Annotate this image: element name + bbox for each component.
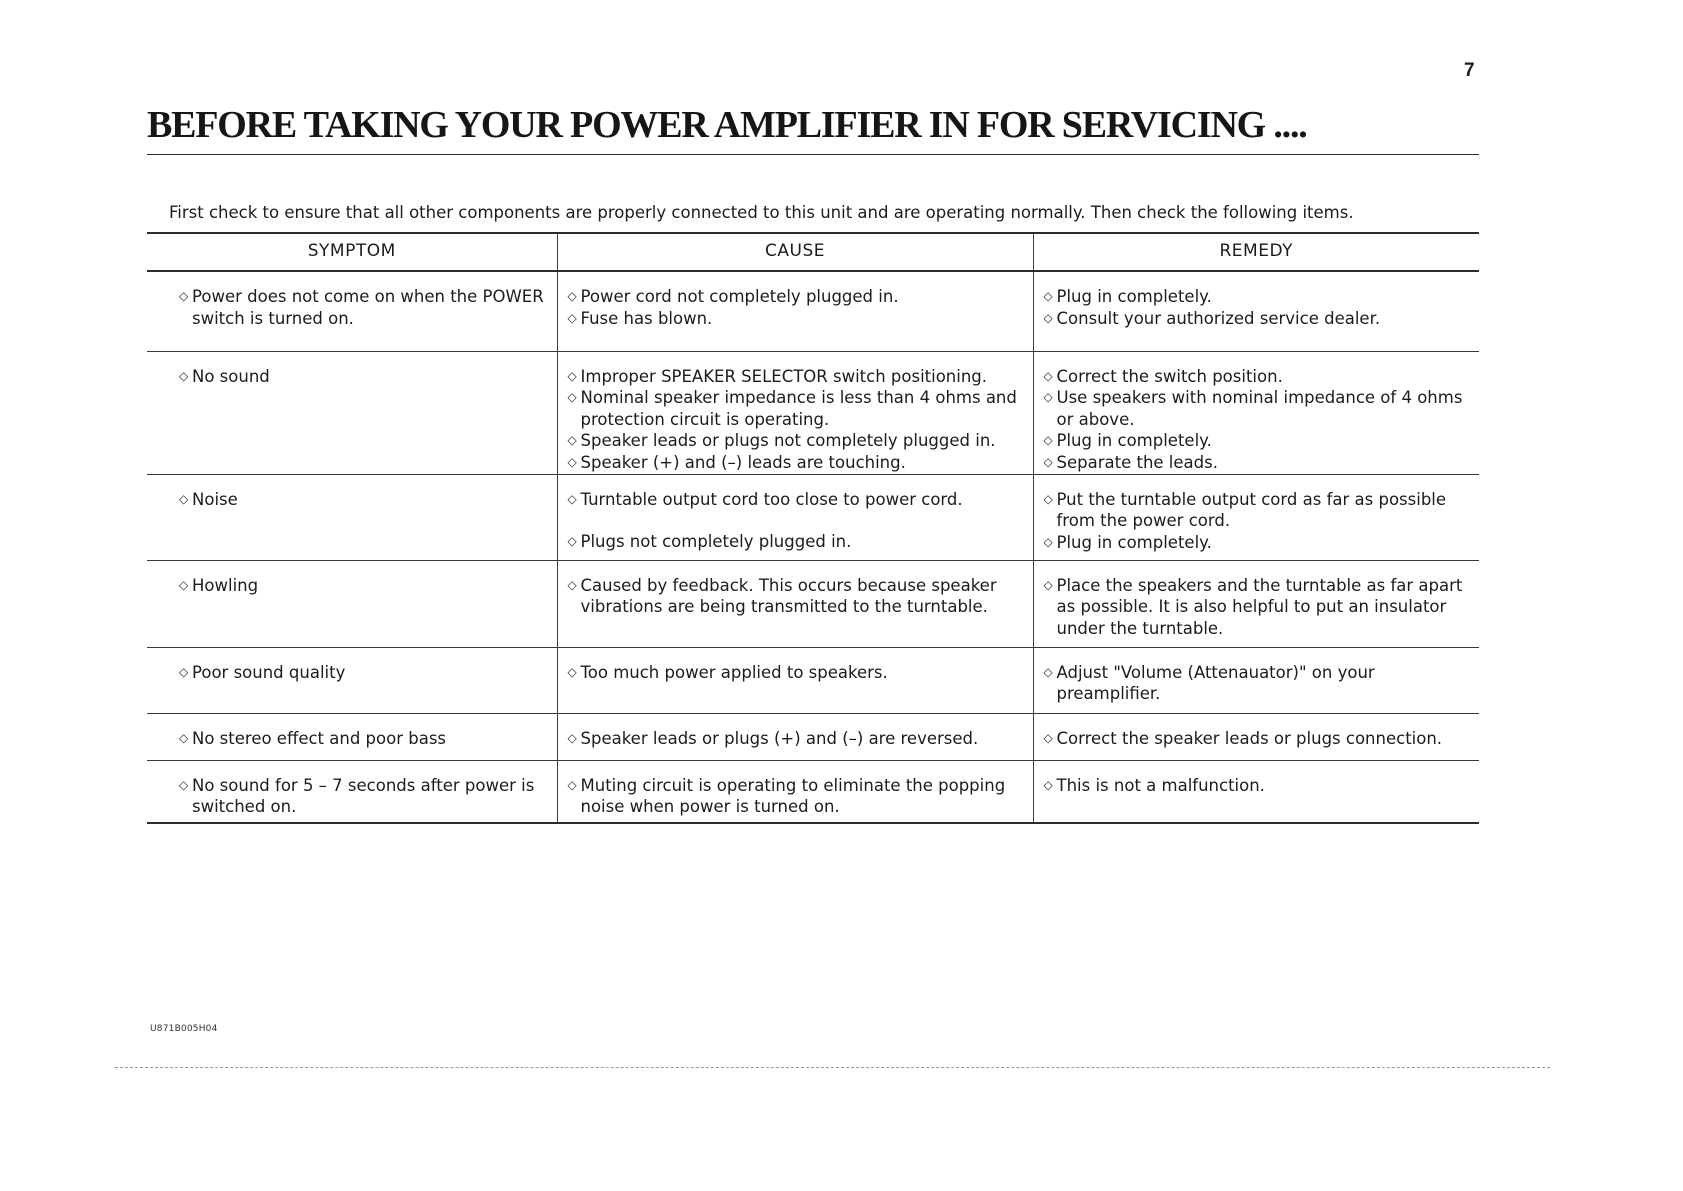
bottom-dashed-rule [115, 1067, 1550, 1068]
cause-item: ◇ Speaker leads or plugs not completely plugged in. [568, 430, 1027, 452]
remedy-header: REMEDY [1033, 233, 1479, 271]
table-row [147, 351, 1479, 474]
title-underline [147, 154, 1479, 155]
document-code: U871B005H04 [150, 1024, 218, 1034]
remedy-cell [1033, 647, 1479, 713]
page-title: BEFORE TAKING YOUR POWER AMPLIFIER IN FOR SERVICING .... [147, 104, 1307, 146]
cause-item: ◇ Turntable output cord too close to power cord. [568, 489, 1027, 511]
cause-item: ◇ Speaker (+) and (–) leads are touching. [568, 452, 1027, 474]
symptom-cell [147, 760, 557, 823]
remedy-item: ◇ Plug in completely. [1044, 430, 1474, 452]
symptom-cell [147, 351, 557, 474]
remedy-item: ◇ Use speakers with nominal impedance of 4 ohms or above. [1044, 387, 1474, 430]
cause-item: ◇ Muting circuit is operating to eliminate the popping noise when power is turned on. [568, 775, 1027, 818]
symptom-header: SYMPTOM [147, 233, 557, 271]
symptom-item: ◇ Noise [179, 489, 551, 511]
remedy-cell [1033, 474, 1479, 560]
remedy-cell [1033, 713, 1479, 760]
table-row [147, 560, 1479, 647]
remedy-item: ◇ Plug in completely. [1044, 286, 1474, 308]
cause-cell [557, 271, 1033, 351]
symptom-cell [147, 271, 557, 351]
cause-item: ◇ Plugs not completely plugged in. [568, 531, 1027, 553]
table-row [147, 271, 1479, 351]
symptom-cell [147, 713, 557, 760]
remedy-item: ◇ Correct the switch position. [1044, 366, 1474, 388]
cause-item: ◇ Fuse has blown. [568, 308, 1027, 330]
troubleshooting-table [147, 232, 1479, 824]
cause-item: ◇ Speaker leads or plugs (+) and (–) are reversed. [568, 728, 1027, 750]
spacer [568, 510, 1027, 531]
symptom-item: ◇ No sound [179, 366, 551, 388]
table-row [147, 760, 1479, 823]
symptom-cell [147, 647, 557, 713]
cause-cell [557, 713, 1033, 760]
remedy-cell [1033, 351, 1479, 474]
cause-item: ◇ Improper SPEAKER SELECTOR switch positioning. [568, 366, 1027, 388]
cause-item: ◇ Caused by feedback. This occurs because speaker vibrations are being transmitted to the turntable. [568, 575, 1027, 618]
symptom-item: ◇ No stereo effect and poor bass [179, 728, 551, 750]
table-row [147, 647, 1479, 713]
cause-item: ◇ Power cord not completely plugged in. [568, 286, 1027, 308]
remedy-item: ◇ Plug in completely. [1044, 532, 1474, 554]
table-row [147, 474, 1479, 560]
cause-item: ◇ Too much power applied to speakers. [568, 662, 1027, 684]
symptom-item: ◇ Poor sound quality [179, 662, 551, 684]
cause-cell [557, 474, 1033, 560]
page-number: 7 [1464, 60, 1475, 81]
remedy-item: ◇ Place the speakers and the turntable as far apart as possible. It is also helpful to put an insulator under the turntable. [1044, 575, 1474, 640]
remedy-item: ◇ This is not a malfunction. [1044, 775, 1474, 797]
remedy-item: ◇ Consult your authorized service dealer. [1044, 308, 1474, 330]
remedy-cell [1033, 560, 1479, 647]
remedy-item: ◇ Correct the speaker leads or plugs connection. [1044, 728, 1474, 750]
remedy-cell [1033, 760, 1479, 823]
cause-item: ◇ Nominal speaker impedance is less than 4 ohms and protection circuit is operating. [568, 387, 1027, 430]
cause-cell [557, 351, 1033, 474]
remedy-cell [1033, 271, 1479, 351]
cause-header: CAUSE [557, 233, 1033, 271]
cause-cell [557, 760, 1033, 823]
remedy-item: ◇ Separate the leads. [1044, 452, 1474, 474]
intro-text: First check to ensure that all other components are properly connected to this unit and are operating normally. Then check the following items. [169, 203, 1354, 222]
symptom-item: ◇ Power does not come on when the POWER switch is turned on. [179, 286, 551, 329]
symptom-item: ◇ Howling [179, 575, 551, 597]
remedy-item: ◇ Adjust "Volume (Attenauator)" on your preamplifier. [1044, 662, 1474, 705]
cause-cell [557, 560, 1033, 647]
symptom-cell [147, 474, 557, 560]
remedy-item: ◇ Put the turntable output cord as far as possible from the power cord. [1044, 489, 1474, 532]
table-row [147, 713, 1479, 760]
cause-cell [557, 647, 1033, 713]
symptom-cell [147, 560, 557, 647]
symptom-item: ◇ No sound for 5 – 7 seconds after power is switched on. [179, 775, 551, 818]
table-header-row [147, 233, 1479, 271]
